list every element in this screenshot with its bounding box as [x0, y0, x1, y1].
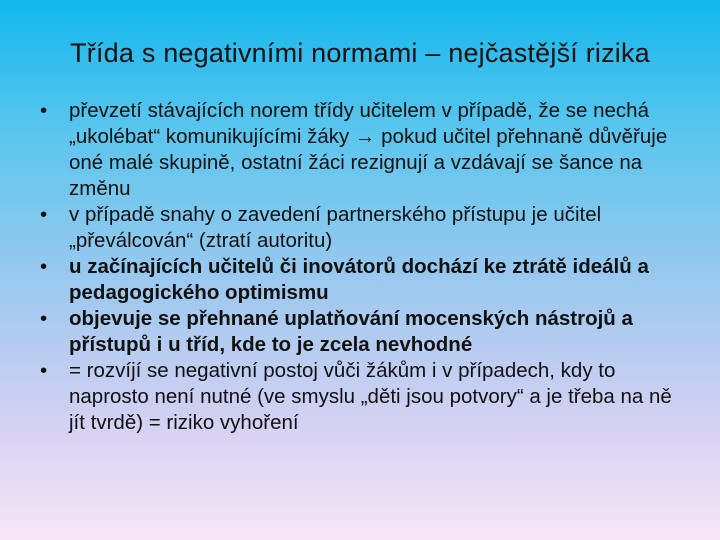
slide-title: Třída s negativními normami – nejčastější rizika [70, 38, 650, 68]
bullet-item [40, 254, 680, 306]
bullet-dot-icon: • [40, 307, 48, 330]
bullet-item [40, 98, 680, 202]
bullet-text: v případě snahy o zavedení partnerského přístupu je učitel „převálcován“ (ztratí autoritu) [69, 203, 602, 252]
bullet-item [40, 306, 680, 358]
bullet-text: u začínajících učitelů či inovátorů dochází ke ztrátě ideálů a pedagogického optimismu [69, 255, 649, 304]
bullet-dot-icon: • [40, 99, 48, 122]
bullet-dot-icon: • [40, 359, 48, 382]
bullet-dot-icon: • [40, 255, 48, 278]
bullet-text: = rozvíjí se negativní postoj vůči žákům i v případech, kdy to naprosto není nutné (ve smyslu „děti jsou potvory“ a je třeba na ně jít tvrdě) = riziko vyhoření [69, 359, 672, 434]
bullet-text: převzetí stávajících norem třídy učitelem v případě, že se nechá „ukolébat“ komunikujícími žáky → pokud učitel přehnaně důvěřuje oné malé skupině, ostatní žáci rezignují a vzdávají se šance na změnu [69, 99, 668, 200]
bullet-dot-icon: • [40, 203, 48, 226]
bullet-item [40, 358, 680, 436]
bullet-item [40, 202, 680, 254]
bullet-list [40, 98, 680, 436]
bullet-text: objevuje se přehnané uplatňování mocenských nástrojů a přístupů i u tříd, kde to je zcela nevhodné [69, 307, 633, 356]
